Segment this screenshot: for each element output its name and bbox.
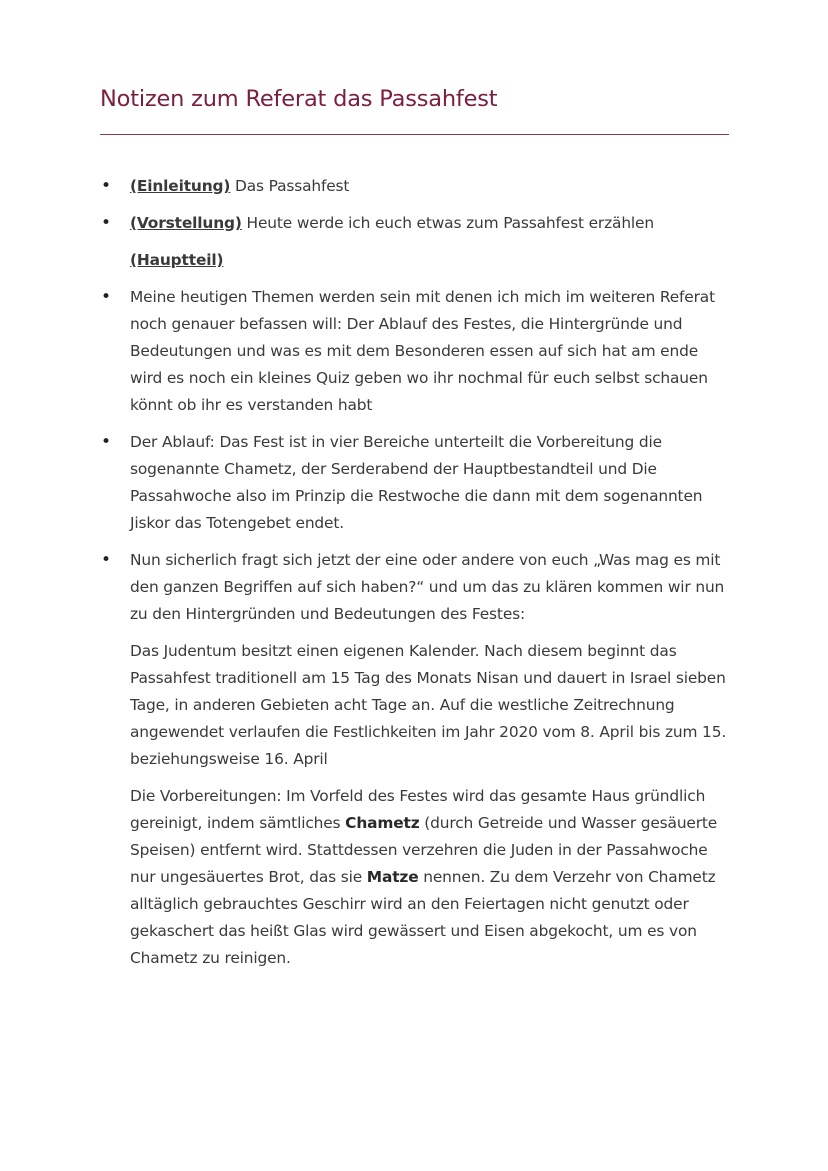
paragraph-preparations [130, 783, 732, 972]
term-chametz: Chametz [345, 814, 420, 832]
label-hauptteil: (Hauptteil) [130, 251, 224, 269]
page-title: Notizen zum Referat das Passahfest [100, 86, 498, 112]
text-vorstellung: Heute werde ich euch etwas zum Passahfest erzählen [241, 214, 654, 232]
list-item-einleitung [130, 173, 732, 200]
notes-content [130, 173, 732, 982]
label-einleitung: (Einleitung) [130, 177, 231, 195]
list-item-begriffe: • Nun sicherlich fragt sich jetzt der eine oder andere von euch „Was mag es mit den ganzen Begriffen auf sich haben?“ und um das zu klären kommen wir nun zu den Hintergründen und Bedeutungen des Festes: [130, 547, 732, 628]
heading-hauptteil [130, 247, 732, 274]
label-vorstellung: (Vorstellung) [130, 214, 242, 232]
paragraph-calendar: Das Judentum besitzt einen eigenen Kalender. Nach diesem beginnt das Passahfest traditionell am 15 Tag des Monats Nisan und dauert in Israel sieben Tage, in anderen Gebieten acht Tage an. Auf die westliche Zeitrechnung angewendet verlaufen die Festlichkeiten im Jahr 2020 vom 8. April bis zum 15. beziehungsweise 16. April [130, 642, 727, 768]
text-einleitung: Das Passahfest [230, 177, 350, 195]
title-divider [100, 134, 729, 135]
list-item-vorstellung [130, 210, 732, 237]
list-item-ablauf: • Der Ablauf: Das Fest ist in vier Bereiche unterteilt die Vorbereitung die sogenannte Chametz, der Serderabend der Hauptbestandteil und Die Passahwoche also im Prinzip die Restwoche die dann mit dem sogenannten Jiskor das Totengebet endet. [130, 429, 732, 537]
prep-text-3: nennen. Zu dem Verzehr von Chametz alltäglich gebrauchtes Geschirr wird an den Feiertagen nicht genutzt oder gekaschert das heißt Glas wird gewässert und Eisen abgekocht, um es von Chametz zu reinigen. [130, 868, 716, 967]
prep-text-1: Die Vorbereitungen: Im Vorfeld des Festes wird das gesamte Haus gründlich gereinigt, indem sämtliches [130, 787, 706, 832]
list-item-themen: • Meine heutigen Themen werden sein mit denen ich mich im weiteren Referat noch genauer befassen will: Der Ablauf des Festes, die Hintergründe und Bedeutungen und was es mit dem Besonderen essen auf sich hat am ende wird es noch ein kleines Quiz geben wo ihr nochmal für euch selbst schauen könnt ob ihr es verstanden habt [130, 284, 732, 419]
term-matze: Matze [366, 868, 419, 886]
prep-text-2: (durch Getreide und Wasser gesäuerte Speisen) entfernt wird. Stattdessen verzehren die Juden in der Passahwoche nur ungesäuertes Brot, das sie [130, 814, 718, 886]
